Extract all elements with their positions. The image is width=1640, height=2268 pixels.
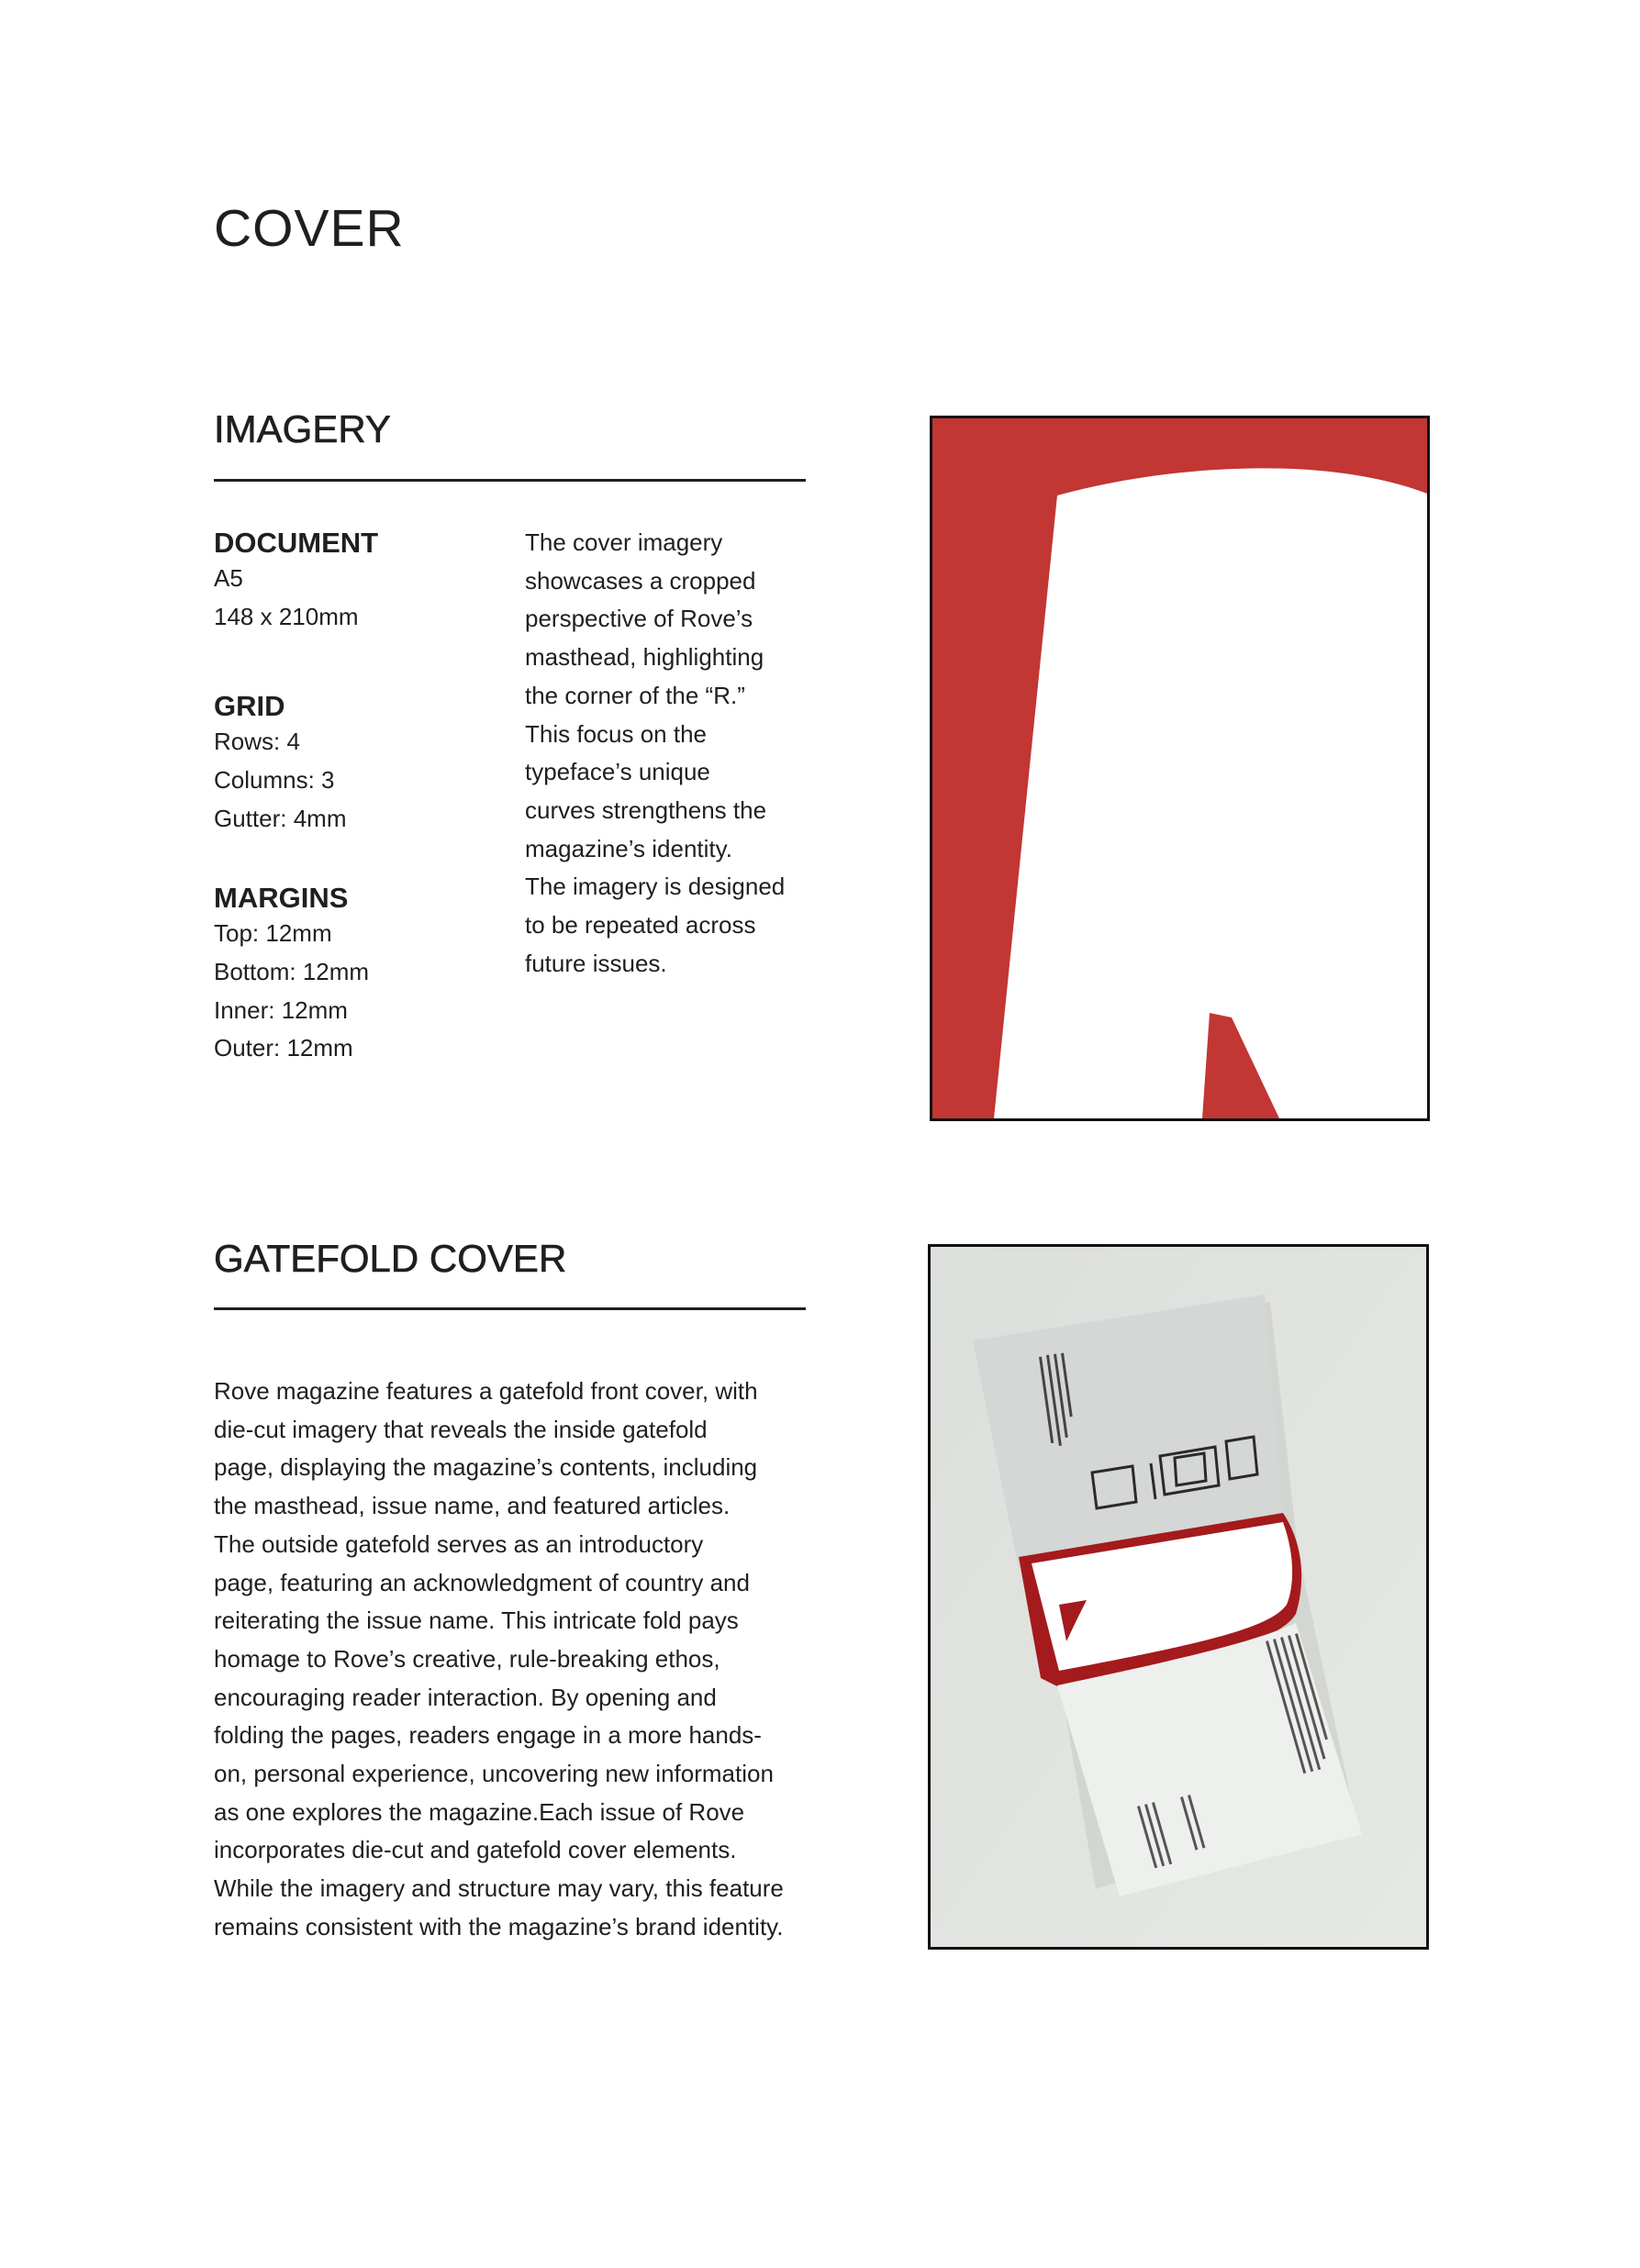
gatefold-magazine-photo <box>931 1247 1426 1947</box>
imagery-description-line: curves strengthens the <box>525 795 767 824</box>
imagery-description-line: typeface’s unique <box>525 758 710 786</box>
imagery-divider <box>214 479 806 482</box>
margins-heading: MARGINS <box>214 882 349 914</box>
gatefold-description-line: remains consistent with the magazine’s brand identity. <box>214 1912 784 1940</box>
gatefold-description-line: folding the pages, readers engage in a more hands- <box>214 1721 762 1750</box>
page-title: COVER <box>214 199 405 258</box>
cropped-r-masthead-graphic <box>932 418 1427 1118</box>
imagery-description-line: The imagery is designed <box>525 873 786 901</box>
grid-rows: Rows: 4 <box>214 728 300 756</box>
imagery-description-line: This focus on the <box>525 719 707 748</box>
gatefold-description-line: The outside gatefold serves as an introductory <box>214 1529 704 1558</box>
imagery-section-title: IMAGERY <box>214 407 391 450</box>
imagery-description-line: masthead, highlighting <box>525 643 764 672</box>
gatefold-description-line: die-cut imagery that reveals the inside gatefold <box>214 1415 708 1443</box>
imagery-description-line: magazine’s identity. <box>525 834 732 862</box>
grid-columns: Columns: 3 <box>214 765 335 794</box>
document-heading: DOCUMENT <box>214 527 379 559</box>
margins-spec <box>214 881 508 1068</box>
gatefold-description-line: page, displaying the magazine’s contents, including <box>214 1453 758 1482</box>
gatefold-description-line: homage to Rove’s creative, rule-breaking ethos, <box>214 1644 720 1673</box>
grid-gutter: Gutter: 4mm <box>214 804 347 832</box>
gatefold-photo-frame <box>928 1244 1429 1950</box>
margin-inner: Inner: 12mm <box>214 995 348 1024</box>
imagery-description-line: the corner of the “R.” <box>525 681 745 709</box>
document-size: 148 x 210mm <box>214 602 359 630</box>
document-spec <box>214 526 508 637</box>
imagery-description-line: future issues. <box>525 949 667 977</box>
gatefold-description <box>214 1373 820 1947</box>
gatefold-section-title: GATEFOLD COVER <box>214 1237 567 1280</box>
imagery-description-line: The cover imagery <box>525 528 723 556</box>
imagery-description <box>525 524 819 983</box>
grid-spec <box>214 689 508 838</box>
margin-bottom: Bottom: 12mm <box>214 957 370 985</box>
gatefold-description-line: reiterating the issue name. This intricate fold pays <box>214 1606 739 1635</box>
gatefold-description-line: on, personal experience, uncovering new information <box>214 1760 774 1788</box>
margin-outer: Outer: 12mm <box>214 1034 353 1062</box>
imagery-description-line: perspective of Rove’s <box>525 605 753 633</box>
gatefold-description-line: the masthead, issue name, and featured articles. <box>214 1492 731 1520</box>
document-format: A5 <box>214 564 243 593</box>
gatefold-divider <box>214 1307 806 1310</box>
imagery-description-line: to be repeated across <box>525 911 756 939</box>
gatefold-description-line: incorporates die-cut and gatefold cover elements. <box>214 1836 737 1864</box>
cover-imagery-frame <box>930 416 1430 1121</box>
gatefold-description-line: Rove magazine features a gatefold front cover, with <box>214 1377 758 1405</box>
gatefold-description-line: While the imagery and structure may vary, this feature <box>214 1874 784 1903</box>
gatefold-description-line: page, featuring an acknowledgment of country and <box>214 1568 750 1596</box>
gatefold-description-line: encouraging reader interaction. By opening and <box>214 1683 717 1711</box>
imagery-description-line: showcases a cropped <box>525 566 756 595</box>
margin-top: Top: 12mm <box>214 919 332 948</box>
grid-heading: GRID <box>214 690 285 722</box>
gatefold-description-line: as one explores the magazine.Each issue of Rove <box>214 1797 745 1826</box>
